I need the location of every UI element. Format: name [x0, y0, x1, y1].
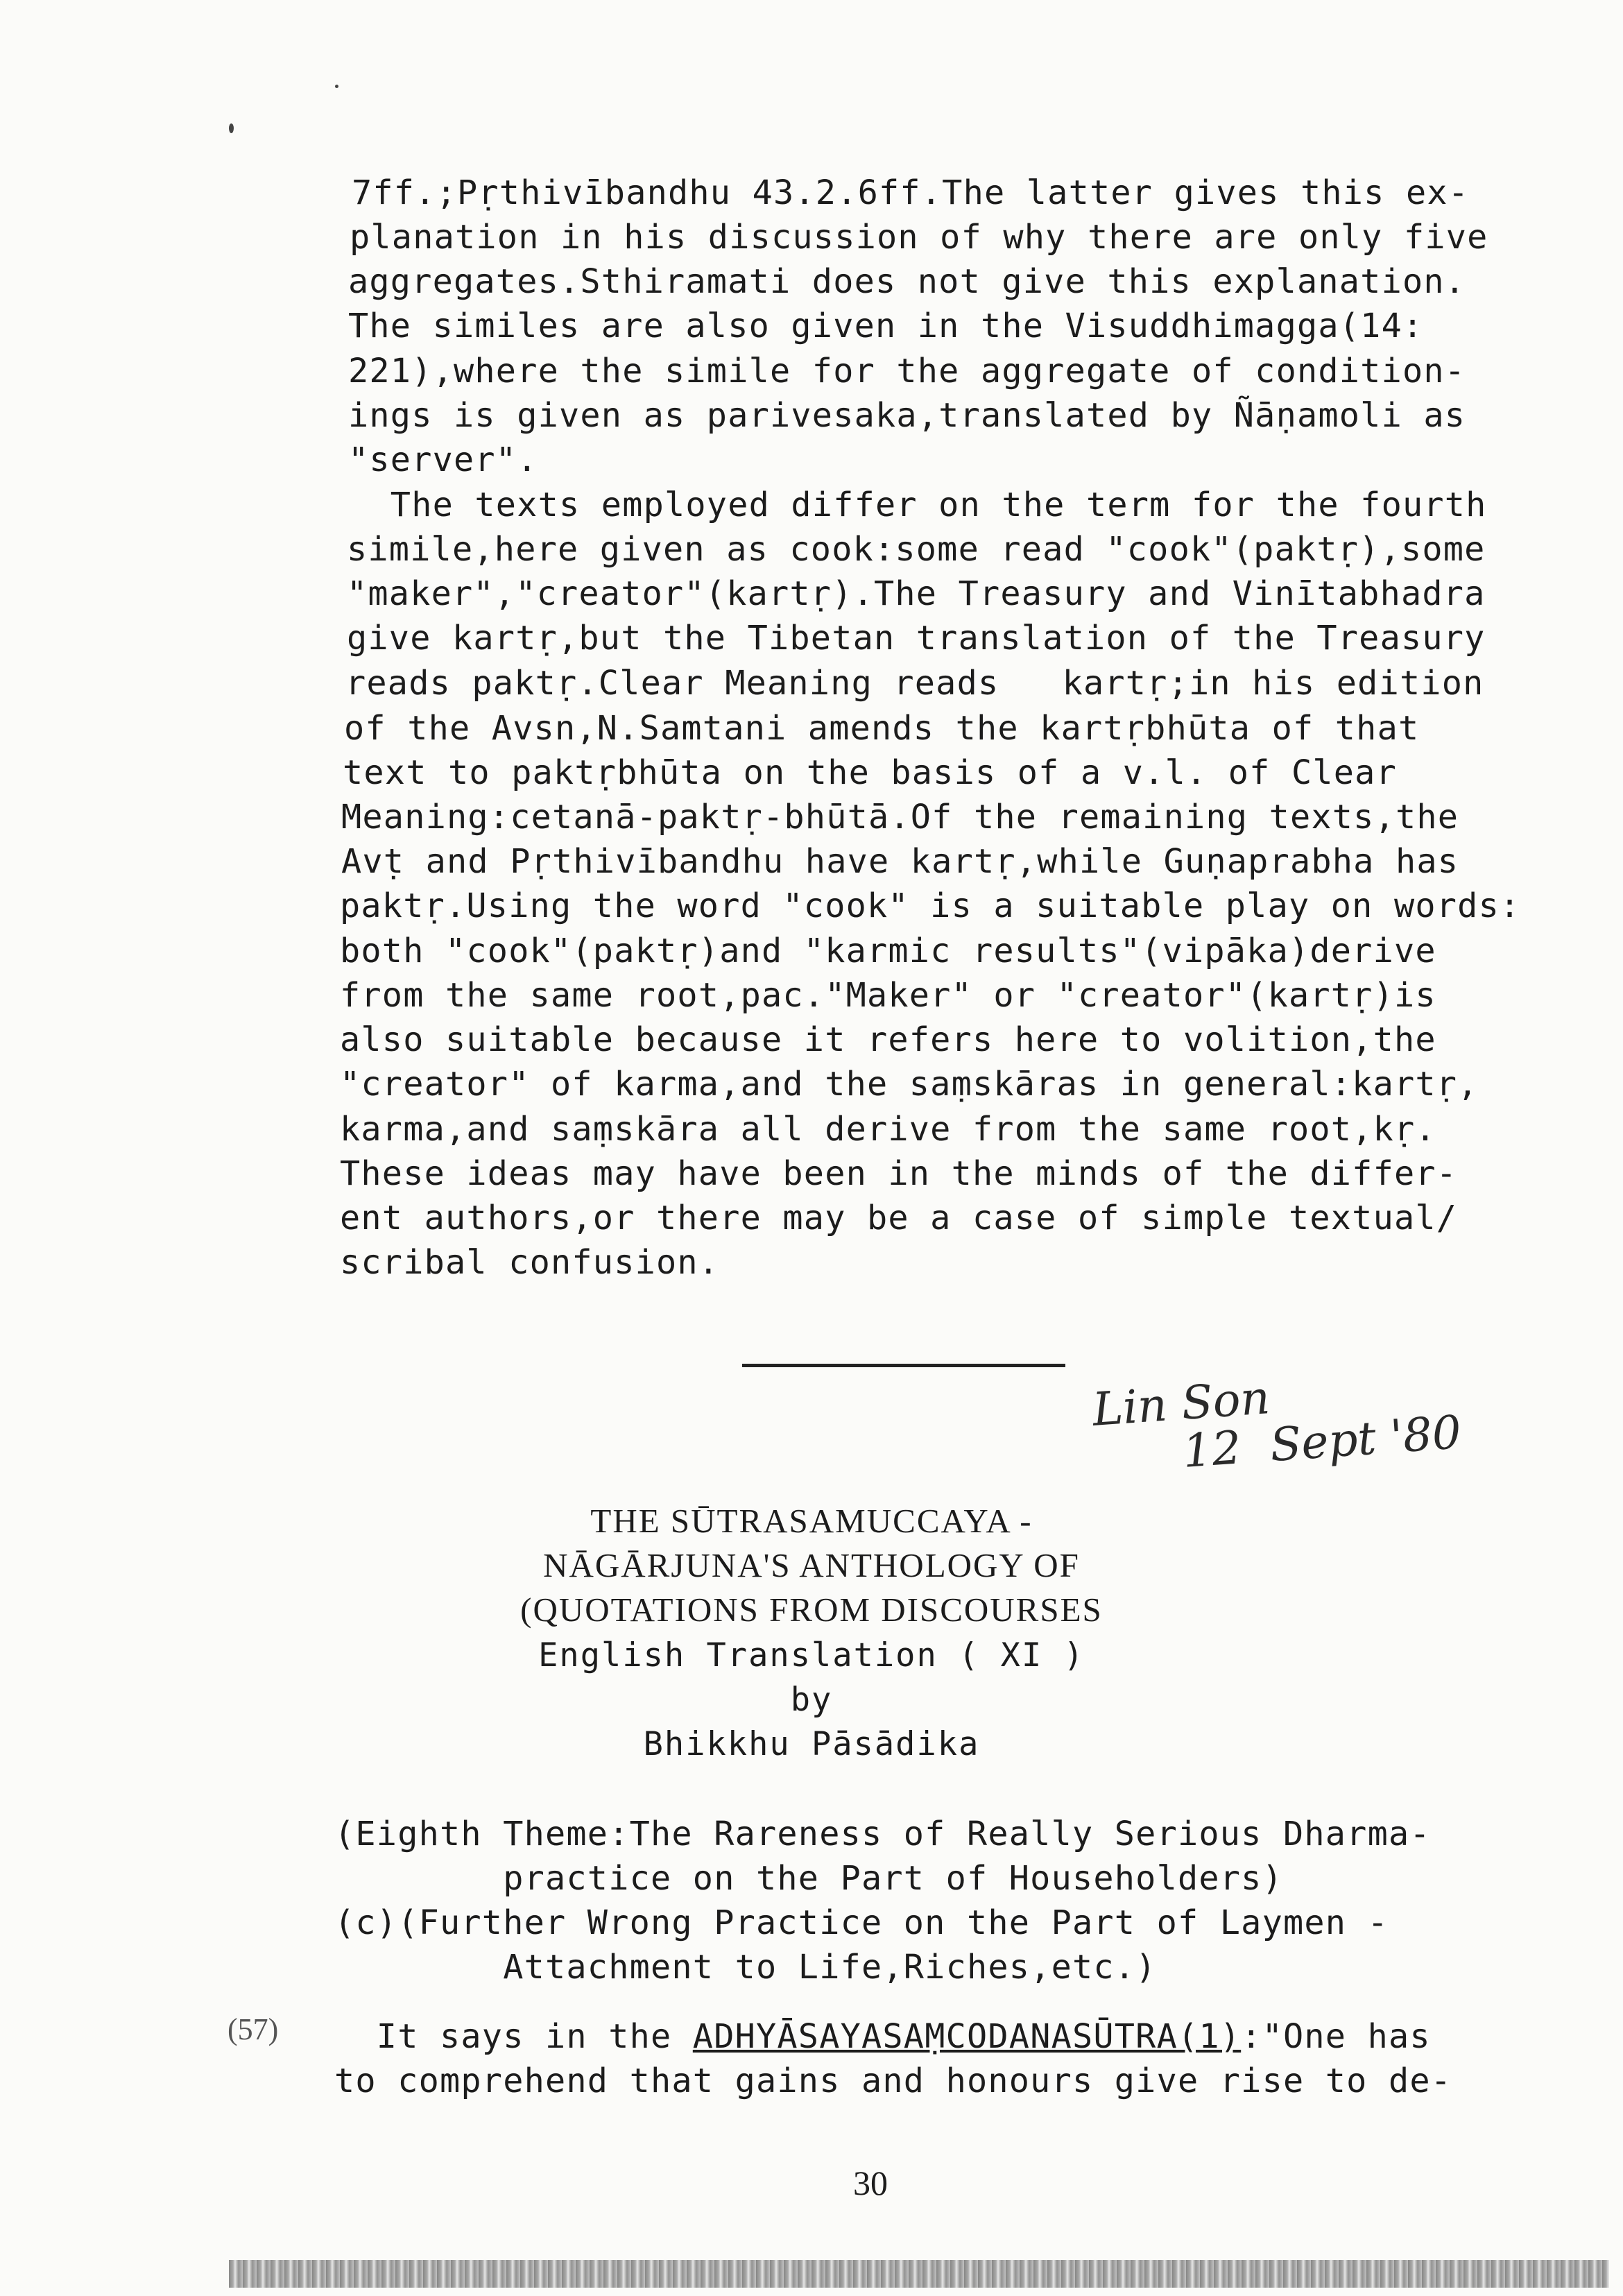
footnote-line: aggregates.Sthiramati does not give this explanation.	[348, 262, 1466, 301]
footnote-line: Meaning:cetanā-paktṛ-bhūtā.Of the remaining texts,the	[341, 798, 1459, 837]
scan-speck	[229, 123, 234, 133]
footnote-line: "maker","creator"(kartṛ).The Treasury and Vinītabhadra	[347, 574, 1486, 613]
footnote-line: paktṛ.Using the word "cook" is a suitable play on words:	[340, 886, 1521, 925]
section-divider	[742, 1364, 1065, 1367]
article-title: THE SŪTRASAMUCCAYA -	[590, 1502, 1033, 1540]
footnote-line: The similes are also given in the Visuddhimagga(14:	[348, 307, 1424, 345]
body-line: to comprehend that gains and honours give rise to de-	[334, 2062, 1452, 2100]
scan-edge-artifact	[229, 2260, 1609, 2288]
footnote-line: both "cook"(paktṛ)and "karmic results"(vipāka)derive	[340, 932, 1436, 970]
scan-speck	[335, 85, 338, 88]
footnote-line: reads paktṛ.Clear Meaning reads kartṛ;in his edition	[345, 664, 1484, 703]
article-title: NĀGĀRJUNA'S ANTHOLOGY OF	[543, 1546, 1080, 1584]
footnote-line: The texts employed differ on the term for the fourth	[348, 486, 1487, 524]
author-name: Bhikkhu Pāsādika	[643, 1725, 980, 1763]
footnote-line: also suitable because it refers here to volition,the	[340, 1020, 1436, 1059]
footnote-line: 7ff.;Pṛthivībandhu 43.2.6ff.The latter gives this ex-	[352, 173, 1470, 212]
footnote-line: 221),where the simile for the aggregate of condition-	[348, 352, 1466, 391]
page-number: 30	[853, 2164, 888, 2202]
theme-line: (c)(Further Wrong Practice on the Part of Laymen -	[334, 1903, 1389, 1942]
footnote-line: These ideas may have been in the minds of the differ-	[340, 1154, 1458, 1193]
footnote-line: karma,and saṃskāra all derive from the same root,kṛ.	[340, 1110, 1436, 1149]
article-subtitle: English Translation ( XI )	[538, 1636, 1085, 1674]
footnote-line: planation in his discussion of why there are only five	[350, 218, 1488, 257]
footnote-line: simile,here given as cook:some read "cook"(paktṛ),some	[347, 530, 1486, 569]
byline-by: by	[790, 1681, 833, 1719]
margin-annotation: (57)	[227, 2012, 279, 2046]
footnote-line: give kartṛ,but the Tibetan translation of the Treasury	[347, 619, 1486, 658]
handwritten-note-name: Lin Son	[1090, 1371, 1272, 1437]
handwritten-note-date: 12 Sept '80	[1180, 1405, 1463, 1478]
footnote-line: "creator" of karma,and the saṃskāras in general:kartṛ,	[340, 1065, 1479, 1104]
footnote-line: of the Avsn,N.Samtani amends the kartṛbhūta of that	[344, 709, 1420, 748]
body-line	[334, 2016, 1431, 2057]
theme-line: (Eighth Theme:The Rareness of Really Serious Dharma-	[334, 1815, 1431, 1853]
article-title: (QUOTATIONS FROM DISCOURSES	[520, 1591, 1103, 1629]
footnote-line: ings is given as parivesaka,translated by Ñāṇamoli as	[348, 396, 1466, 435]
theme-line: Attachment to Life,Riches,etc.)	[334, 1948, 1157, 1987]
theme-line: practice on the Part of Householders)	[334, 1859, 1283, 1898]
body-text: It says in the	[334, 2017, 693, 2056]
sutra-title: ADHYĀSAYASAṂCODANASŪTRA(1)	[692, 2017, 1242, 2056]
footnote-line: from the same root,pac."Maker" or "creator"(kartṛ)is	[340, 976, 1436, 1015]
footnote-line: scribal confusion.	[340, 1243, 720, 1282]
footnote-line: "server".	[348, 440, 538, 479]
body-text: :"One has	[1241, 2017, 1431, 2056]
footnote-line: text to paktṛbhūta on the basis of a v.l. of Clear	[343, 753, 1397, 792]
footnote-line: ent authors,or there may be a case of simple textual/	[340, 1199, 1458, 1237]
footnote-line: Avṭ and Pṛthivībandhu have kartṛ,while Guṇaprabha has	[341, 842, 1459, 881]
